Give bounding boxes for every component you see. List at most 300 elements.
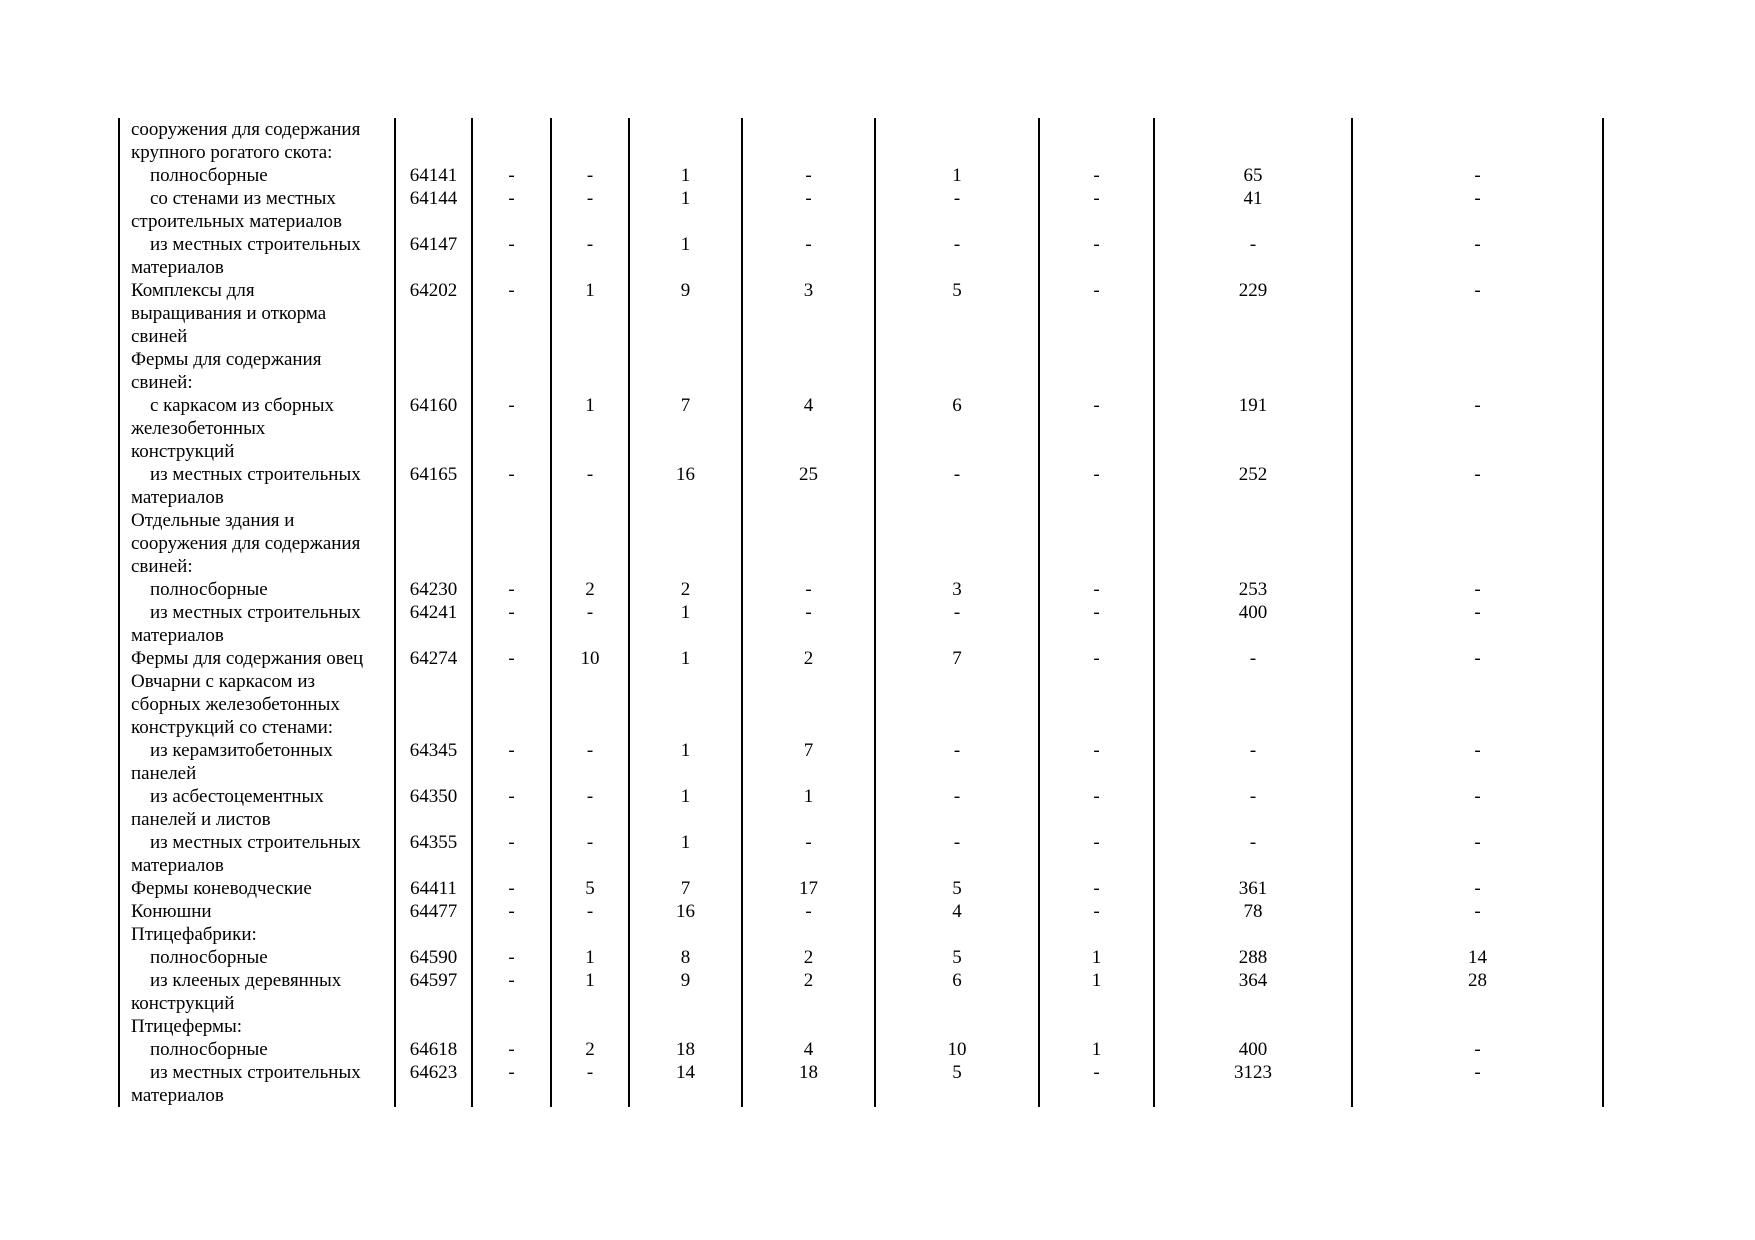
table-row	[119, 279, 1603, 348]
value-cell-1: -	[472, 463, 551, 509]
row-name-text: из клееных деревянных	[150, 970, 342, 991]
value-cell-3: 1	[629, 187, 742, 233]
value-cell-3: 1	[629, 785, 742, 831]
value-cell-6: -	[1039, 279, 1154, 348]
value-cell-7: -	[1154, 785, 1352, 831]
value-cell-3: 2	[629, 578, 742, 601]
value-cell-1: -	[472, 785, 551, 831]
row-name-text: свиней:	[131, 556, 193, 577]
table-row	[119, 739, 1603, 785]
row-code-cell: 64590	[395, 946, 472, 969]
row-name-line	[131, 923, 394, 946]
value-cell-3	[629, 509, 742, 578]
value-cell-7: 400	[1154, 601, 1352, 647]
row-name-text: крупного рогатого скота:	[131, 142, 333, 163]
row-name-line	[131, 624, 394, 647]
value-cell-5: -	[875, 601, 1039, 647]
value-cell-6	[1039, 509, 1154, 578]
value-cell-2: -	[551, 164, 629, 187]
value-cell-6: 1	[1039, 969, 1154, 1015]
value-cell-4: -	[742, 601, 875, 647]
value-cell-1: -	[472, 946, 551, 969]
row-name-cell	[119, 233, 395, 279]
value-cell-1	[472, 670, 551, 739]
row-name-line	[131, 302, 394, 325]
value-cell-6: -	[1039, 647, 1154, 670]
value-cell-5: 6	[875, 394, 1039, 463]
value-cell-4: 7	[742, 739, 875, 785]
value-cell-8: -	[1352, 647, 1603, 670]
value-cell-4: 4	[742, 394, 875, 463]
row-name-text: Фермы коневодческие	[131, 878, 312, 899]
row-name-line	[131, 233, 394, 256]
value-cell-1	[472, 118, 551, 164]
table-row	[119, 348, 1603, 394]
value-cell-6: 1	[1039, 1038, 1154, 1061]
table-row	[119, 1061, 1603, 1107]
table-row	[119, 233, 1603, 279]
table-row	[119, 877, 1603, 900]
value-cell-3	[629, 923, 742, 946]
value-cell-6: -	[1039, 739, 1154, 785]
value-cell-4: 2	[742, 969, 875, 1015]
value-cell-1: -	[472, 831, 551, 877]
value-cell-8	[1352, 118, 1603, 164]
value-cell-7: 400	[1154, 1038, 1352, 1061]
row-name-line	[131, 716, 394, 739]
row-name-text: панелей и листов	[131, 809, 271, 830]
row-name-text: полносборные	[150, 1039, 268, 1060]
row-name-cell	[119, 394, 395, 463]
row-name-text: со стенами из местных	[150, 188, 336, 209]
row-name-line	[131, 900, 394, 923]
value-cell-3: 1	[629, 647, 742, 670]
value-cell-7: -	[1154, 233, 1352, 279]
value-cell-2	[551, 1015, 629, 1038]
value-cell-7	[1154, 923, 1352, 946]
value-cell-2: 10	[551, 647, 629, 670]
value-cell-3	[629, 348, 742, 394]
value-cell-1: -	[472, 969, 551, 1015]
row-name-cell	[119, 900, 395, 923]
value-cell-8: -	[1352, 900, 1603, 923]
row-name-line	[131, 210, 394, 233]
value-cell-5	[875, 670, 1039, 739]
row-code-cell	[395, 509, 472, 578]
row-name-line	[131, 1061, 394, 1084]
row-name-line	[131, 693, 394, 716]
row-name-text: сооружения для содержания	[131, 533, 361, 554]
row-name-text: сборных железобетонных	[131, 694, 340, 715]
value-cell-8: -	[1352, 1038, 1603, 1061]
row-code-cell	[395, 923, 472, 946]
value-cell-7: 65	[1154, 164, 1352, 187]
value-cell-4	[742, 1015, 875, 1038]
value-cell-2: -	[551, 187, 629, 233]
value-cell-4: 1	[742, 785, 875, 831]
row-name-line	[131, 394, 394, 417]
row-name-cell	[119, 279, 395, 348]
row-name-cell	[119, 1061, 395, 1107]
table-row	[119, 463, 1603, 509]
value-cell-6: -	[1039, 187, 1154, 233]
value-cell-3: 1	[629, 233, 742, 279]
row-name-line	[131, 808, 394, 831]
value-cell-5: 1	[875, 164, 1039, 187]
value-cell-7: 191	[1154, 394, 1352, 463]
value-cell-6: -	[1039, 394, 1154, 463]
value-cell-5: 5	[875, 1061, 1039, 1107]
value-cell-8	[1352, 509, 1603, 578]
row-name-text: Фермы для содержания	[131, 349, 322, 370]
value-cell-4: -	[742, 187, 875, 233]
value-cell-6: -	[1039, 877, 1154, 900]
value-cell-8: -	[1352, 279, 1603, 348]
row-name-line	[131, 969, 394, 992]
value-cell-1: -	[472, 1061, 551, 1107]
table-row	[119, 785, 1603, 831]
row-name-line	[131, 877, 394, 900]
row-name-line	[131, 647, 394, 670]
value-cell-8: 14	[1352, 946, 1603, 969]
value-cell-7: 78	[1154, 900, 1352, 923]
value-cell-7	[1154, 348, 1352, 394]
value-cell-3	[629, 1015, 742, 1038]
table-row	[119, 164, 1603, 187]
value-cell-6	[1039, 348, 1154, 394]
row-code-cell: 64350	[395, 785, 472, 831]
row-name-text: полносборные	[150, 579, 268, 600]
row-name-line	[131, 348, 394, 371]
table-row	[119, 923, 1603, 946]
table-row	[119, 969, 1603, 1015]
value-cell-2	[551, 348, 629, 394]
value-cell-8: -	[1352, 601, 1603, 647]
row-name-cell	[119, 877, 395, 900]
value-cell-4	[742, 923, 875, 946]
value-cell-2: -	[551, 785, 629, 831]
value-cell-4: 25	[742, 463, 875, 509]
row-name-cell	[119, 785, 395, 831]
value-cell-7: 288	[1154, 946, 1352, 969]
row-name-text: свиней	[131, 326, 188, 347]
value-cell-3: 16	[629, 463, 742, 509]
row-name-cell	[119, 509, 395, 578]
value-cell-7	[1154, 118, 1352, 164]
row-code-cell: 64230	[395, 578, 472, 601]
row-name-line	[131, 187, 394, 210]
value-cell-2: 1	[551, 394, 629, 463]
value-cell-6: -	[1039, 831, 1154, 877]
value-cell-7: 41	[1154, 187, 1352, 233]
value-cell-7: 252	[1154, 463, 1352, 509]
row-name-line	[131, 279, 394, 302]
row-name-text: полносборные	[150, 947, 268, 968]
row-code-cell: 64623	[395, 1061, 472, 1107]
value-cell-3	[629, 670, 742, 739]
value-cell-6: -	[1039, 1061, 1154, 1107]
row-code-cell: 64618	[395, 1038, 472, 1061]
row-name-line	[131, 532, 394, 555]
table-row	[119, 670, 1603, 739]
value-cell-3: 14	[629, 1061, 742, 1107]
row-name-cell	[119, 601, 395, 647]
value-cell-3: 9	[629, 279, 742, 348]
value-cell-6	[1039, 118, 1154, 164]
value-cell-5	[875, 348, 1039, 394]
table-row	[119, 578, 1603, 601]
row-name-text: материалов	[131, 487, 224, 508]
row-name-cell	[119, 1015, 395, 1038]
value-cell-1: -	[472, 877, 551, 900]
value-cell-3: 7	[629, 394, 742, 463]
row-name-text: Фермы для содержания овец	[131, 648, 364, 669]
value-cell-3	[629, 118, 742, 164]
row-code-cell: 64144	[395, 187, 472, 233]
value-cell-5: -	[875, 187, 1039, 233]
value-cell-7: -	[1154, 647, 1352, 670]
value-cell-2: -	[551, 601, 629, 647]
row-name-line	[131, 1038, 394, 1061]
row-name-cell	[119, 348, 395, 394]
row-code-cell: 64141	[395, 164, 472, 187]
value-cell-3: 1	[629, 831, 742, 877]
row-code-cell: 64597	[395, 969, 472, 1015]
row-name-line	[131, 762, 394, 785]
row-name-line	[131, 256, 394, 279]
value-cell-5: 4	[875, 900, 1039, 923]
value-cell-7	[1154, 509, 1352, 578]
value-cell-4	[742, 118, 875, 164]
row-code-cell: 64202	[395, 279, 472, 348]
value-cell-3: 7	[629, 877, 742, 900]
value-cell-4: -	[742, 164, 875, 187]
value-cell-7: 229	[1154, 279, 1352, 348]
value-cell-7	[1154, 670, 1352, 739]
row-name-line	[131, 1084, 394, 1107]
value-cell-8: -	[1352, 463, 1603, 509]
row-name-text: железобетонных	[131, 418, 266, 439]
value-cell-8: -	[1352, 877, 1603, 900]
row-name-line	[131, 831, 394, 854]
table-row	[119, 900, 1603, 923]
table-row	[119, 509, 1603, 578]
row-name-text: конструкций	[131, 441, 235, 462]
row-name-line	[131, 555, 394, 578]
value-cell-7	[1154, 1015, 1352, 1038]
value-cell-2: -	[551, 739, 629, 785]
value-cell-3: 1	[629, 601, 742, 647]
row-name-text: из местных строительных	[150, 832, 361, 853]
row-name-line	[131, 854, 394, 877]
value-cell-5: -	[875, 739, 1039, 785]
row-name-line	[131, 486, 394, 509]
value-cell-8: -	[1352, 233, 1603, 279]
row-name-text: полносборные	[150, 165, 268, 186]
row-code-cell	[395, 670, 472, 739]
value-cell-4: 2	[742, 647, 875, 670]
value-cell-1: -	[472, 601, 551, 647]
row-name-line	[131, 785, 394, 808]
table-row	[119, 601, 1603, 647]
value-cell-4: -	[742, 578, 875, 601]
row-name-text: конструкций	[131, 993, 235, 1014]
value-cell-1: -	[472, 187, 551, 233]
row-name-cell	[119, 118, 395, 164]
row-name-text: материалов	[131, 855, 224, 876]
value-cell-1: -	[472, 1038, 551, 1061]
value-cell-8: -	[1352, 785, 1603, 831]
table-row	[119, 1038, 1603, 1061]
value-cell-4: -	[742, 900, 875, 923]
table-body	[119, 118, 1603, 1107]
value-cell-1	[472, 1015, 551, 1038]
value-cell-4: 2	[742, 946, 875, 969]
row-name-text: Отдельные здания и	[131, 510, 295, 531]
row-name-line	[131, 417, 394, 440]
value-cell-6: -	[1039, 463, 1154, 509]
value-cell-6: -	[1039, 785, 1154, 831]
row-name-line	[131, 463, 394, 486]
row-name-line	[131, 371, 394, 394]
value-cell-5: 7	[875, 647, 1039, 670]
value-cell-2: -	[551, 900, 629, 923]
value-cell-6	[1039, 670, 1154, 739]
row-code-cell: 64147	[395, 233, 472, 279]
row-name-text: Комплексы для	[131, 280, 255, 301]
value-cell-5	[875, 1015, 1039, 1038]
table-row	[119, 394, 1603, 463]
value-cell-1	[472, 509, 551, 578]
row-name-cell	[119, 187, 395, 233]
value-cell-7: 3123	[1154, 1061, 1352, 1107]
row-code-cell	[395, 348, 472, 394]
row-name-text: Овчарни с каркасом из	[131, 671, 315, 692]
row-code-cell: 64165	[395, 463, 472, 509]
value-cell-3: 9	[629, 969, 742, 1015]
value-cell-5: 5	[875, 946, 1039, 969]
value-cell-4: 3	[742, 279, 875, 348]
row-code-cell: 64477	[395, 900, 472, 923]
value-cell-1: -	[472, 279, 551, 348]
value-cell-3: 18	[629, 1038, 742, 1061]
value-cell-2	[551, 670, 629, 739]
row-name-text: конструкций со стенами:	[131, 717, 334, 738]
row-name-line	[131, 141, 394, 164]
row-code-cell	[395, 118, 472, 164]
value-cell-8: -	[1352, 831, 1603, 877]
value-cell-5: -	[875, 831, 1039, 877]
row-name-text: материалов	[131, 257, 224, 278]
row-name-text: Птицефермы:	[131, 1016, 243, 1037]
row-code-cell: 64411	[395, 877, 472, 900]
value-cell-8	[1352, 348, 1603, 394]
row-name-line	[131, 946, 394, 969]
value-cell-2: -	[551, 1061, 629, 1107]
value-cell-5: -	[875, 233, 1039, 279]
value-cell-3: 8	[629, 946, 742, 969]
value-cell-4: 4	[742, 1038, 875, 1061]
row-name-text: строительных материалов	[131, 211, 342, 232]
value-cell-4	[742, 670, 875, 739]
table-row	[119, 118, 1603, 164]
value-cell-4	[742, 348, 875, 394]
table-row	[119, 831, 1603, 877]
row-name-cell	[119, 946, 395, 969]
row-name-text: материалов	[131, 625, 224, 646]
row-code-cell: 64345	[395, 739, 472, 785]
value-cell-8: -	[1352, 164, 1603, 187]
value-cell-3: 1	[629, 164, 742, 187]
row-name-text: из местных строительных	[150, 602, 361, 623]
value-cell-2: 1	[551, 969, 629, 1015]
table-row	[119, 1015, 1603, 1038]
row-name-text: из местных строительных	[150, 1062, 361, 1083]
value-cell-2: 1	[551, 279, 629, 348]
value-cell-6	[1039, 923, 1154, 946]
row-name-text: панелей	[131, 763, 197, 784]
row-name-cell	[119, 463, 395, 509]
value-cell-8	[1352, 1015, 1603, 1038]
row-name-cell	[119, 1038, 395, 1061]
value-cell-3: 1	[629, 739, 742, 785]
row-name-line	[131, 118, 394, 141]
value-cell-2: -	[551, 233, 629, 279]
row-name-line	[131, 992, 394, 1015]
value-cell-5	[875, 509, 1039, 578]
value-cell-6: -	[1039, 900, 1154, 923]
value-cell-8: -	[1352, 394, 1603, 463]
value-cell-1: -	[472, 900, 551, 923]
row-name-line	[131, 601, 394, 624]
value-cell-1: -	[472, 739, 551, 785]
value-cell-5: 3	[875, 578, 1039, 601]
row-name-text: из местных строительных	[150, 234, 361, 255]
row-name-line	[131, 578, 394, 601]
value-cell-5	[875, 923, 1039, 946]
value-cell-1: -	[472, 164, 551, 187]
row-name-text: из местных строительных	[150, 464, 361, 485]
row-name-text: материалов	[131, 1085, 224, 1106]
value-cell-4: 17	[742, 877, 875, 900]
row-name-cell	[119, 164, 395, 187]
row-name-line	[131, 440, 394, 463]
value-cell-5: 10	[875, 1038, 1039, 1061]
value-cell-8: -	[1352, 578, 1603, 601]
row-code-cell: 64160	[395, 394, 472, 463]
row-name-text: Конюшни	[131, 901, 212, 922]
row-code-cell: 64355	[395, 831, 472, 877]
row-name-text: выращивания и откорма	[131, 303, 327, 324]
value-cell-2: -	[551, 831, 629, 877]
value-cell-8	[1352, 923, 1603, 946]
row-name-line	[131, 1015, 394, 1038]
value-cell-7: 253	[1154, 578, 1352, 601]
row-name-cell	[119, 739, 395, 785]
value-cell-5: 5	[875, 877, 1039, 900]
value-cell-2: -	[551, 463, 629, 509]
value-cell-3: 16	[629, 900, 742, 923]
value-cell-2	[551, 509, 629, 578]
value-cell-6: 1	[1039, 946, 1154, 969]
row-name-text: с каркасом из сборных	[150, 395, 334, 416]
value-cell-2: 1	[551, 946, 629, 969]
table-row	[119, 647, 1603, 670]
row-name-cell	[119, 578, 395, 601]
row-name-line	[131, 739, 394, 762]
value-cell-1: -	[472, 578, 551, 601]
value-cell-2: 2	[551, 578, 629, 601]
